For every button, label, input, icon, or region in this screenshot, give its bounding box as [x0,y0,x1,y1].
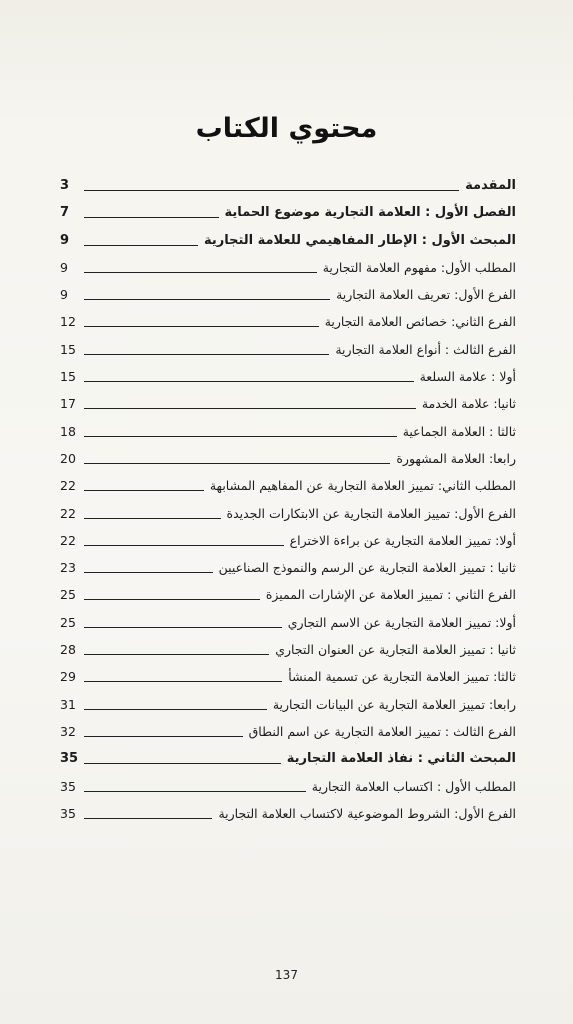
leader-line [84,654,269,655]
toc-entry [60,172,516,199]
toc-entry [60,336,516,363]
toc-entry [60,581,516,608]
toc-entry-title: الفرع الأول: الشروط الموضوعية لاكتساب العلامة التجارية [218,805,516,821]
toc-entry [60,363,516,390]
toc-entry-title: المبحث الأول : الإطار المفاهيمي للعلامة التجارية [203,232,516,248]
toc-entry-title: أولا : علامة السلعة [419,369,516,385]
leader-line [84,272,317,273]
toc-entry-title: المطلب الأول : اكتساب العلامة التجارية [311,778,516,794]
leader-line [84,599,260,600]
toc-entry [60,718,516,745]
toc-entry-page: 7 [60,205,70,221]
toc-entry-title: رابعا: تمييز العلامة التجارية عن البيانات التجارية [272,696,516,712]
toc-entry-title: أولا: تمييز العلامة التجارية عن الاسم التجاري [287,614,516,630]
leader-line [84,490,204,491]
toc-entry [60,308,516,335]
toc-entry-page: 9 [60,232,70,248]
leader-line [84,381,414,382]
leader-line [84,818,212,819]
leader-line [84,436,397,437]
toc-entry-page: 17 [60,396,76,412]
toc-entry-title: الفرع الأول: تعريف العلامة التجارية [336,287,516,303]
toc-entry [60,663,516,690]
leader-line [84,245,198,246]
toc-entry-page: 18 [60,423,76,439]
leader-line [84,791,306,792]
toc-entry-page: 35 [60,778,76,794]
leader-line [84,190,459,191]
leader-line [84,299,330,300]
toc-entry-title: المطلب الثاني: تمييز العلامة التجارية عن المفاهيم المشابهة [209,478,516,494]
toc-entry [60,609,516,636]
toc-entry-page: 29 [60,669,76,685]
toc-entry [60,445,516,472]
toc-entry-title: ثالثا : العلامة الجماعية [402,423,516,439]
toc-entry [60,199,516,226]
toc-entry-page: 22 [60,505,76,521]
toc-entry-title: أولا: تمييز العلامة التجارية عن براءة الاختراع [289,532,516,548]
leader-line [84,736,243,737]
toc-entry-title: الفصل الأول : العلامة التجارية موضوع الحماية [224,205,516,221]
toc-entry-title: الفرع الثاني : تمييز العلامة عن الإشارات المميزة [265,587,516,603]
toc-entry-page: 15 [60,369,76,385]
toc-entry-page: 12 [60,314,76,330]
leader-line [84,463,390,464]
toc-entry [60,418,516,445]
leader-line [84,518,221,519]
toc-entry-page: 25 [60,587,76,603]
leader-line [84,408,416,409]
toc-entry-page: 32 [60,723,76,739]
toc-entry-title: الفرع الثالث : تمييز العلامة التجارية عن اسم النطاق [248,723,516,739]
toc-entry-page: 31 [60,696,76,712]
leader-line [84,709,267,710]
toc-entry-page: 22 [60,478,76,494]
toc-entry [60,636,516,663]
toc-entry-title: ثانيا : تمييز العلامة التجارية عن العنوان التجاري [275,642,516,658]
toc-entry [60,691,516,718]
toc-entry-page: 3 [60,178,70,193]
leader-line [84,681,282,682]
toc-entry-title: ثالثا: تمييز العلامة التجارية عن تسمية المنشأ [288,669,516,685]
toc-entry-title: الفرع الأول: تمييز العلامة التجارية عن الابتكارات الجديدة [226,505,516,521]
toc-entry [60,745,516,772]
toc-entry-page: 9 [60,287,68,303]
table-of-contents [60,172,516,827]
toc-entry [60,390,516,417]
toc-entry [60,773,516,800]
toc-entry [60,527,516,554]
toc-entry [60,800,516,827]
toc-entry-page: 23 [60,560,76,576]
toc-entry [60,281,516,308]
toc-entry-title: الفرع الثاني: خصائص العلامة التجارية [324,314,516,330]
toc-entry-title: المبحث الثاني : نفاذ العلامة التجارية [286,751,516,767]
toc-entry-page: 25 [60,614,76,630]
toc-entry [60,554,516,581]
toc-entry-page: 9 [60,259,68,275]
leader-line [84,545,284,546]
toc-entry-title: رابعا: العلامة المشهورة [396,450,516,466]
toc-entry-page: 28 [60,642,76,658]
toc-entry-page: 20 [60,450,76,466]
leader-line [84,326,319,327]
toc-entry [60,227,516,254]
toc-entry-title: ثانيا : تمييز العلامة التجارية عن الرسم والنموذج الصناعيين [218,560,516,576]
page-number: 137 [275,968,298,982]
toc-entry [60,254,516,281]
toc-entry-title: ثانيا: علامة الخدمة [421,396,516,412]
toc-entry-title: الفرع الثالث : أنواع العلامة التجارية [335,341,516,357]
toc-entry-page: 15 [60,341,76,357]
toc-entry-title: المقدمة [465,178,516,193]
toc-entry [60,472,516,499]
page-title: محتوي الكتاب [195,113,378,144]
toc-entry-page: 22 [60,532,76,548]
toc-entry-page: 35 [60,805,76,821]
toc-entry-title: المطلب الأول: مفهوم العلامة التجارية [322,259,516,275]
leader-line [84,217,219,218]
toc-entry [60,500,516,527]
leader-line [84,354,329,355]
leader-line [84,763,281,764]
toc-entry-page: 35 [60,751,79,767]
leader-line [84,627,282,628]
leader-line [84,572,213,573]
